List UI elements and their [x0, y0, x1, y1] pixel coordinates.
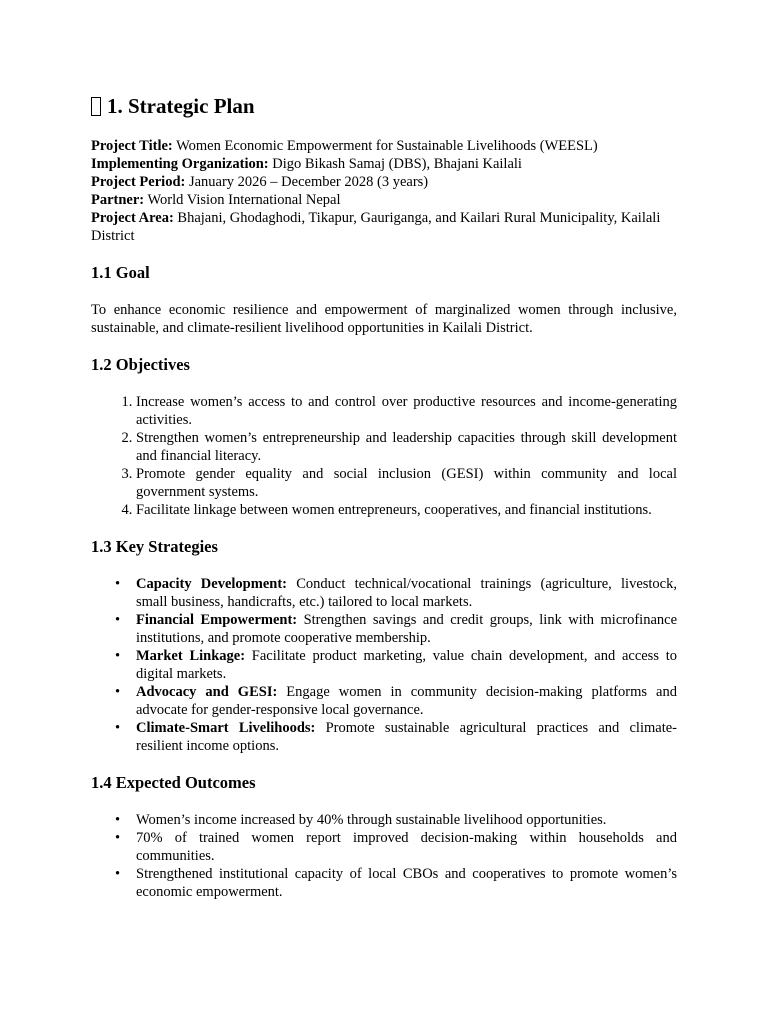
goal-heading: 1.1 Goal: [91, 263, 150, 282]
list-item: • Women’s income increased by 40% through sustainable livelihood opportunities.: [136, 811, 677, 829]
meta-implementing-organization: Implementing Organization: Digo Bikash Samaj (DBS), Bhajani Kailali: [91, 156, 522, 172]
list-item: • Climate-Smart Livelihoods: Promote sustainable agricultural practices and climate-resilient income options.: [136, 719, 677, 755]
list-item: 1. Increase women’s access to and control over productive resources and income-generating activities.: [136, 393, 677, 429]
outcomes-list: [91, 811, 677, 901]
meta-project-title: Project Title: Women Economic Empowerment for Sustainable Livelihoods (WEESL): [91, 138, 598, 154]
strategies-list: [91, 575, 677, 755]
list-item: • Capacity Development: Conduct technical/vocational trainings (agriculture, livestock, small business, handicrafts, etc.) tailored to local markets.: [136, 575, 677, 611]
objectives-list: [91, 393, 677, 519]
page-title-text: 1. Strategic Plan: [107, 94, 255, 118]
meta-project-area: Project Area: Bhajani, Ghodaghodi, Tikapur, Gauriganga, and Kailari Rural Municipality, Kailali District: [91, 210, 661, 244]
meta-partner: Partner: World Vision International Nepal: [91, 192, 341, 208]
list-item: 2. Strengthen women’s entrepreneurship and leadership capacities through skill development and financial literacy.: [136, 429, 677, 465]
list-item: • 70% of trained women report improved decision-making within households and communities.: [136, 829, 677, 865]
document-page: [91, 92, 677, 901]
page-title: [91, 92, 677, 120]
meta-project-period: Project Period: January 2026 – December 2028 (3 years): [91, 174, 429, 190]
project-meta: [91, 137, 677, 245]
list-item: • Market Linkage: Facilitate product marketing, value chain development, and access to digital markets.: [136, 647, 677, 683]
objectives-heading: 1.2 Objectives: [91, 355, 190, 374]
list-item: 4. Facilitate linkage between women entrepreneurs, cooperatives, and financial institutions.: [136, 501, 677, 519]
missing-glyph-icon: [91, 97, 101, 116]
list-item: • Strengthened institutional capacity of local CBOs and cooperatives to promote women’s economic empowerment.: [136, 865, 677, 901]
list-item: • Advocacy and GESI: Engage women in community decision-making platforms and advocate for gender-responsive local governance.: [136, 683, 677, 719]
list-item: • Financial Empowerment: Strengthen savings and credit groups, link with microfinance institutions, and promote cooperative membership.: [136, 611, 677, 647]
goal-text: To enhance economic resilience and empowerment of marginalized women through inclusive, sustainable, and climate-resilient livelihood opportunities in Kailali District.: [91, 302, 677, 336]
strategies-heading: 1.3 Key Strategies: [91, 537, 218, 556]
outcomes-heading: 1.4 Expected Outcomes: [91, 773, 256, 792]
list-item: 3. Promote gender equality and social inclusion (GESI) within community and local government systems.: [136, 465, 677, 501]
